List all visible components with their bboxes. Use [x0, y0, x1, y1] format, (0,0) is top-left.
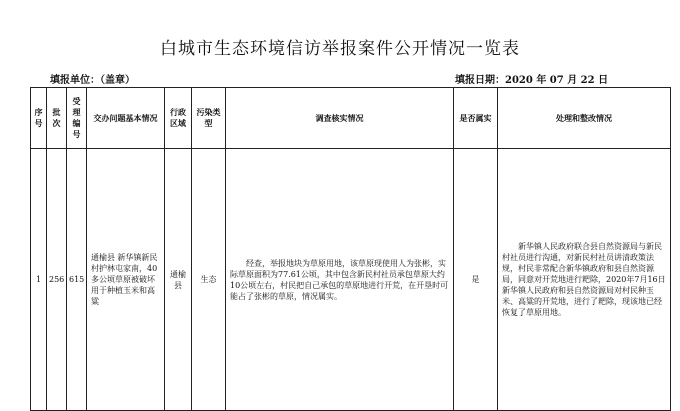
col-handling-header: 处理和整改情况 [498, 88, 671, 149]
cell-problem: 通榆县 新华镇新民村护林屯家南，40多公顷草原被破坏用于种植玉米和高粱 [87, 149, 165, 411]
col-seq-header: 序号 [31, 88, 47, 149]
cell-region: 通榆县 [165, 149, 192, 411]
col-is-true-header: 是否属实 [454, 88, 498, 149]
cases-table [30, 87, 671, 411]
cell-investigation: 经查，举报地块为草原用地，该草原现使用人为张彬，实际草原面积为77.61公顷，其中包含新民村社员承包草原大约10公顷左右，村民把自己承包的草原地进行开荒，在开垦时可能占了张彬的草原，情况属实。 [226, 149, 454, 411]
col-pollution-header: 污染类型 [192, 88, 226, 149]
col-region-header: 行政区域 [165, 88, 192, 149]
cell-handling: 新华镇人民政府联合县自然资源局与新民村社员进行沟通，对新民村社员讲清政策法规，村民非常配合新华镇政府和县自然资源局，同意对开荒地进行耙除，2020年7月16日新华镇人民政府和县自然资源局对村民种玉米、高粱的开荒地，进行了耙除，现该地已经恢复了草原用地。 [498, 149, 671, 411]
table-row [31, 149, 671, 411]
col-number-header: 受理编号 [67, 88, 87, 149]
col-investigation-header: 调查核实情况 [226, 88, 454, 149]
cell-pollution: 生态 [192, 149, 226, 411]
page-title: 白城市生态环境信访举报案件公开情况一览表 [160, 39, 520, 59]
cell-batch: 256 [47, 149, 67, 411]
cell-is-true: 是 [454, 149, 498, 411]
cell-seq: 1 [31, 149, 47, 411]
table-header-row [31, 88, 671, 149]
cell-number: 615 [67, 149, 87, 411]
reporting-unit: 填报单位：（盖章） [50, 75, 135, 86]
col-problem-header: 交办问题基本情况 [87, 88, 165, 149]
reporting-date: 填报日期：2020 年 07 月 22 日 [455, 75, 609, 86]
col-batch-header: 批次 [47, 88, 67, 149]
